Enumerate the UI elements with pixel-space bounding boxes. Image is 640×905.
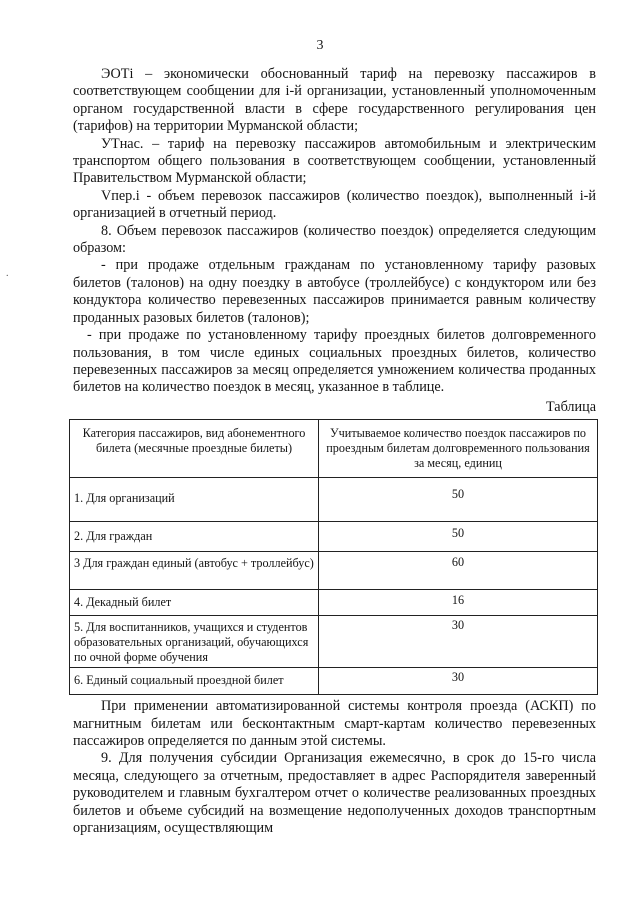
- table-header-row: [70, 420, 598, 478]
- table-row: [70, 522, 598, 552]
- table-cell-trips: 30: [319, 616, 598, 668]
- table-cell-trips: 60: [319, 552, 598, 590]
- paragraph-vper-definition: Vпер.i - объем перевозок пассажиров (количество поездок), выполненный i-й организацией в отчетный период.: [73, 187, 596, 222]
- paragraph-item-9: 9. Для получения субсидии Организация ежемесячно, в срок до 15-го числа месяца, следующего за отчетным, предоставляет в адрес Распорядителя заверенный руководителем и главным бухгалтером отчет о количестве реализованных проездных билетов и объеме субсидий на возмещение недополученных доходов транспортным организациям, осуществляющим: [73, 750, 596, 836]
- table-row: [70, 478, 598, 522]
- document-body: [73, 66, 596, 837]
- page-number: 3: [316, 38, 324, 53]
- table-cell-trips: 50: [319, 522, 598, 552]
- table-cell-category: 1. Для организаций: [70, 478, 319, 522]
- margin-mark: .: [6, 268, 9, 279]
- table-row: [70, 616, 598, 668]
- table-cell-category: 3 Для граждан единый (автобус + троллейбус): [70, 552, 319, 590]
- table-row: [70, 552, 598, 590]
- table-caption: Таблица: [545, 398, 596, 415]
- table-cell-category: 6. Единый социальный проездной билет: [70, 668, 319, 695]
- paragraph-long-term-tickets: - при продаже по установленному тарифу проездных билетов долговременного пользования, в том числе единых социальных проездных билетов, количество перевезенных пассажиров за месяц определяется умножением количества проданных билетов на количество поездок в месяц, указанное в таблице.: [73, 327, 596, 396]
- table-row: [70, 668, 598, 695]
- trips-table: [69, 419, 598, 695]
- table-cell-category: 2. Для граждан: [70, 522, 319, 552]
- paragraph-askp: При применении автоматизированной системы контроля проезда (АСКП) по магнитным билетам или бесконтактным смарт-картам количество перевезенных пассажиров определяется по данным этой системы.: [73, 698, 596, 749]
- paragraph-eot-definition: ЭОТi – экономически обоснованный тариф на перевозку пассажиров в соответствующем сообщении для i-й организации, установленный уполномоченным органом государственной власти в сфере государственного регулирования цен (тарифов) на территории Мурманской области;: [73, 66, 596, 135]
- table-header-trips: Учитываемое количество поездок пассажиров по проездным билетам долговременного пользования за месяц, единиц: [319, 420, 598, 478]
- table-row: [70, 590, 598, 616]
- paragraph-ut-definition: УТнас. – тариф на перевозку пассажиров автомобильным и электрическим транспортом общего пользования в соответствующем сообщении, установленный Правительством Мурманской области;: [73, 135, 596, 187]
- table-cell-trips: 50: [319, 478, 598, 522]
- table-cell-category: 5. Для воспитанников, учащихся и студентов образовательных организаций, обучающихся по очной форме обучения: [70, 616, 319, 668]
- table-header-category: Категория пассажиров, вид абонементного билета (месячные проездные билеты): [70, 420, 319, 478]
- table-cell-category: 4. Декадный билет: [70, 590, 319, 616]
- table-cell-trips: 30: [319, 668, 598, 695]
- paragraph-item-8: 8. Объем перевозок пассажиров (количество поездок) определяется следующим образом:: [73, 222, 596, 257]
- paragraph-single-tickets: - при продаже отдельным гражданам по установленному тарифу разовых билетов (талонов) на одну поездку в автобусе (троллейбусе) с кондуктором или без кондуктора количество перевезенных пассажиров принимается равным количеству проданных разовых билетов (талонов);: [73, 257, 596, 326]
- table-cell-trips: 16: [319, 590, 598, 616]
